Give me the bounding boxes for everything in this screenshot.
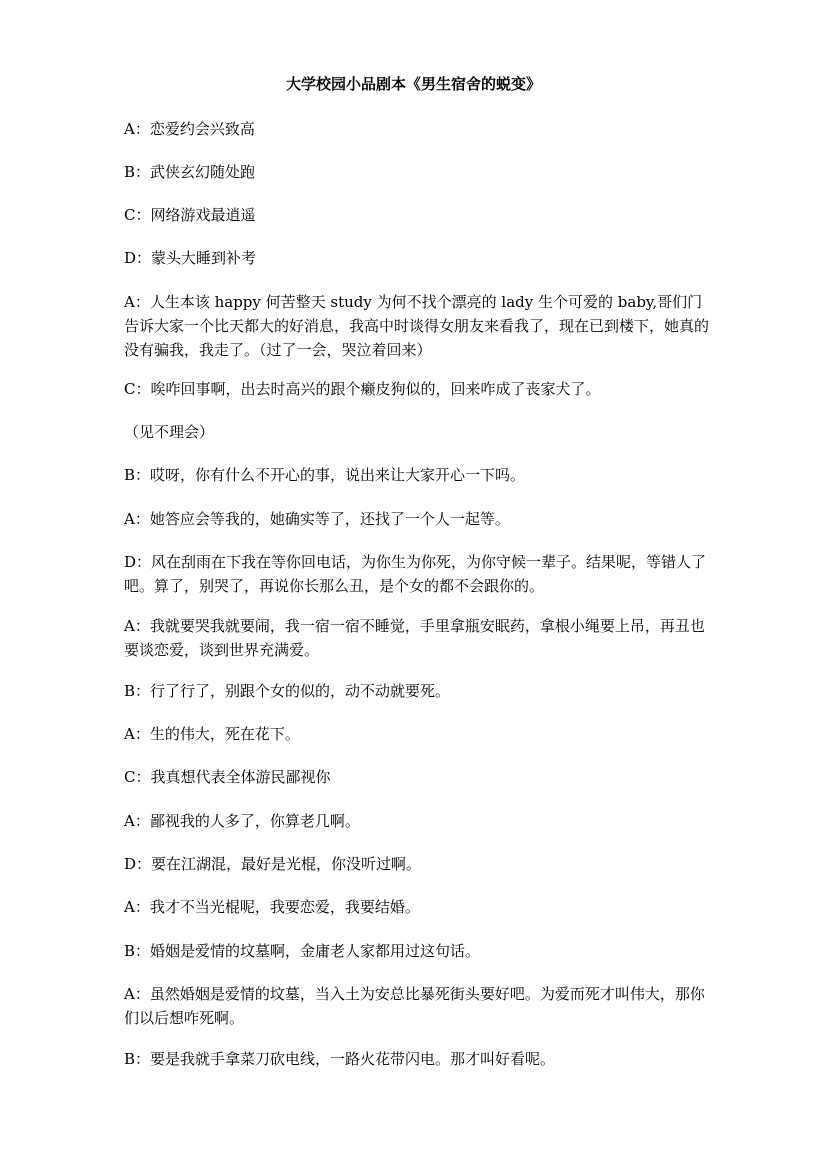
dialogue-paragraph: B：行了行了，别跟个女的似的，动不动就要死。 — [124, 682, 451, 700]
stage-direction: （见不理会） — [124, 423, 215, 441]
dialogue-paragraph: A：生的伟大，死在花下。 — [124, 725, 300, 743]
dialogue-paragraph: C：唉咋回事啊，出去时高兴的跟个癞皮狗似的，回来咋成了丧家犬了。 — [124, 380, 601, 398]
dialogue-paragraph: A：恋爱约会兴致高 — [124, 120, 255, 138]
dialogue-paragraph: B：要是我就手拿菜刀砍电线，一路火花带闪电。那才叫好看呢。 — [124, 1050, 556, 1068]
dialogue-paragraph: D：蒙头大睡到补考 — [124, 249, 257, 267]
dialogue-paragraph: D：风在刮雨在下我在等你回电话，为你生为你死，为你守候一辈子。结果呢，等错人了吧。算了，别哭了，再说你长那么丑，是个女的都不会跟你的。 — [124, 553, 707, 595]
dialogue-paragraph: A：人生本该 happy 何苦整天 study 为何不找个漂亮的 lady 生个可爱的 baby,哥们门告诉大家一个比天都大的好消息，我高中时谈得女朋友来看我了，现在已到楼下，她真的没有骗我，我走了。（过了一会，哭泣着回来） — [124, 293, 710, 359]
dialogue-paragraph: B：婚姻是爱情的坟墓啊，金庸老人家都用过这句话。 — [124, 942, 481, 960]
dialogue-paragraph: C：我真想代表全体游民鄙视你 — [124, 768, 331, 786]
document-title: 大学校园小品剧本《男生宿舍的蜕变》 — [285, 75, 541, 93]
dialogue-paragraph: C：网络游戏最逍遥 — [124, 206, 256, 224]
dialogue-paragraph: A：鄙视我的人多了，你算老几啊。 — [124, 812, 360, 830]
dialogue-paragraph: A：虽然婚姻是爱情的坟墓，当入土为安总比暴死街头要好吧。为爱而死才叫伟大，那你们以后想咋死啊。 — [124, 985, 705, 1027]
dialogue-paragraph: A：我就要哭我就要闹，我一宿一宿不睡觉，手里拿瓶安眠药，拿根小绳要上吊，再丑也要谈恋爱，谈到世界充满爱。 — [124, 617, 705, 659]
dialogue-paragraph: A：我才不当光棍呢，我要恋爱，我要结婚。 — [124, 898, 420, 916]
dialogue-paragraph: D：要在江湖混，最好是光棍，你没听过啊。 — [124, 855, 422, 873]
dialogue-paragraph: B：哎呀，你有什么不开心的事，说出来让大家开心一下吗。 — [124, 466, 526, 484]
dialogue-paragraph: A：她答应会等我的，她确实等了，还找了一个人一起等。 — [124, 510, 510, 528]
dialogue-paragraph: B：武侠玄幻随处跑 — [124, 163, 256, 181]
